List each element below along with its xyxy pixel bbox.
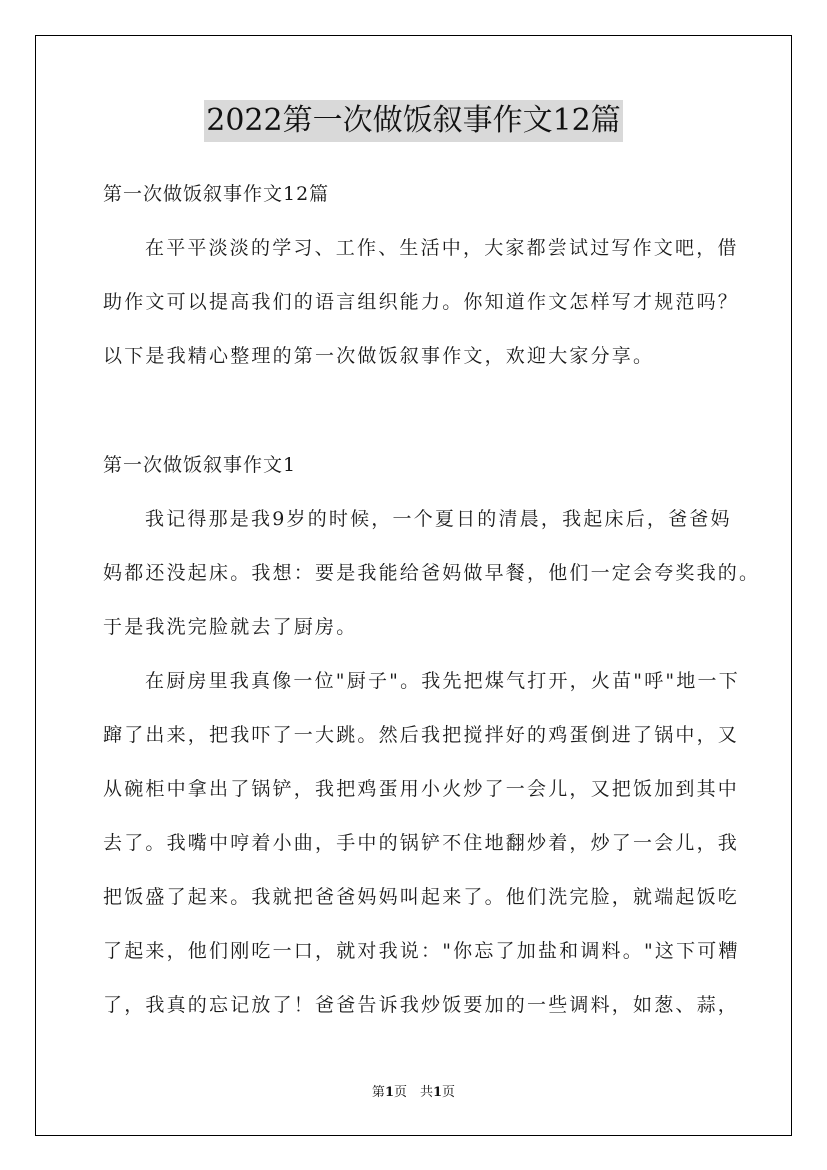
page-footer: [0, 1084, 827, 1102]
para2-line-2: 蹿了出来，把我吓了一大跳。然后我把搅拌好的鸡蛋倒进了锅中，又: [103, 724, 740, 746]
para1-line-1: 我记得那是我9岁的时候，一个夏日的清晨，我起床后，爸爸妈: [145, 508, 732, 530]
para2-line-1: 在厨房里我真像一位"厨子"。我先把煤气打开，火苗"呼"地一下: [145, 670, 740, 692]
footer-label-1: 第: [371, 1085, 385, 1100]
footer-total-pages: 1: [433, 1085, 443, 1100]
footer-label-3: 页: [442, 1085, 456, 1100]
title-container: [0, 100, 827, 142]
para2-line-3: 从碗柜中拿出了锅铲，我把鸡蛋用小火炒了一会儿，又把饭加到其中: [103, 778, 740, 800]
para2-line-4: 去了。我嘴中哼着小曲，手中的锅铲不住地翻炒着，炒了一会儿，我: [103, 832, 740, 854]
para1-line-2: 妈都还没起床。我想：要是我能给爸妈做早餐，他们一定会夸奖我的。: [103, 562, 761, 584]
para2-line-6: 了起来，他们刚吃一口，就对我说："你忘了加盐和调料。"这下可糟: [103, 940, 740, 962]
para1-line-3: 于是我洗完脸就去了厨房。: [103, 616, 358, 638]
footer-label-2: 页 共: [393, 1085, 433, 1100]
intro-line-3: 以下是我精心整理的第一次做饭叙事作文，欢迎大家分享。: [103, 345, 655, 367]
intro-line-2: 助作文可以提高我们的语言组织能力。你知道作文怎样写才规范吗？: [103, 291, 740, 313]
intro-line-1: 在平平淡淡的学习、工作、生活中，大家都尝试过写作文吧，借: [145, 237, 739, 259]
section-heading: 第一次做饭叙事作文1: [103, 454, 297, 476]
document-subtitle: 第一次做饭叙事作文12篇: [103, 183, 330, 205]
footer-page-number: 1: [384, 1085, 394, 1100]
para2-line-7: 了，我真的忘记放了！爸爸告诉我炒饭要加的一些调料，如葱、蒜，: [103, 994, 740, 1016]
document-title: 2022第一次做饭叙事作文12篇: [204, 100, 623, 142]
para2-line-5: 把饭盛了起来。我就把爸爸妈妈叫起来了。他们洗完脸，就端起饭吃: [103, 886, 740, 908]
